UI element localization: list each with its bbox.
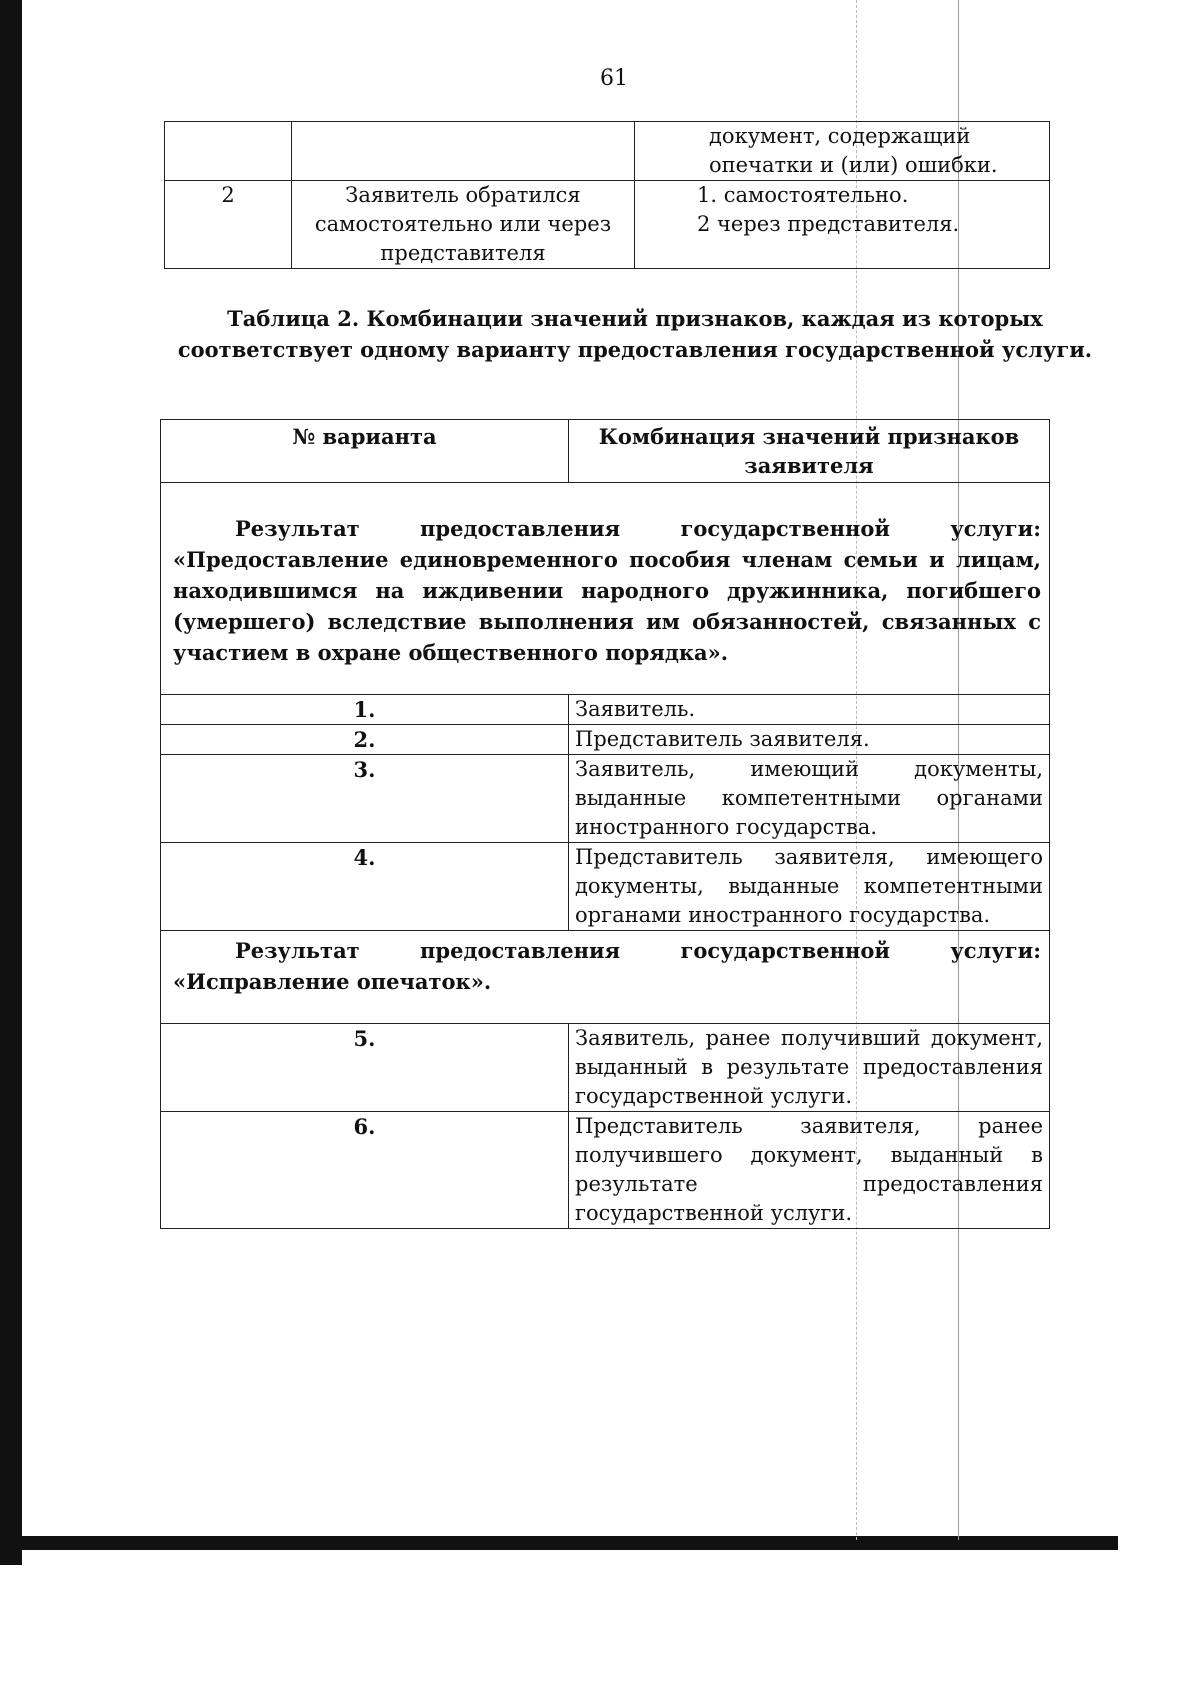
page-number: 61 bbox=[600, 66, 628, 91]
variant-number: 1. bbox=[161, 695, 569, 725]
result-row bbox=[161, 483, 1050, 695]
table-row bbox=[161, 755, 1050, 843]
value-line: документ, содержащий опечатки и (или) ошибки. bbox=[709, 124, 998, 177]
table-caption: Таблица 2. Комбинации значений признаков, каждая из которых соответствует одному варианту предоставления государственной услуги. bbox=[177, 306, 1093, 362]
scan-border-left bbox=[0, 0, 22, 1565]
value-line: 1. самостоятельно. bbox=[697, 183, 909, 207]
table-row bbox=[161, 843, 1050, 931]
result-row bbox=[161, 931, 1050, 1024]
table-cell-values bbox=[635, 122, 1050, 181]
variant-description: Заявитель, ранее получивший документ, выданный в результате предоставления государственной услуги. bbox=[569, 1024, 1050, 1112]
table-header-row bbox=[161, 420, 1050, 483]
table-cell-sign: Заявитель обратился самостоятельно или через представителя bbox=[292, 181, 635, 269]
variant-description: Представитель заявителя. bbox=[569, 725, 1050, 755]
variant-number: 3. bbox=[161, 755, 569, 843]
table-row bbox=[161, 725, 1050, 755]
service-result-text: Результат предоставления государственной услуги: «Предоставление единовременного пособия членам семьи и лицам, находившимся на иждивении народного дружинника, погибшего (умершего) вследствие выполнения им обязанностей, связанных с участием в охране общественного порядка». bbox=[173, 516, 1041, 665]
table-row bbox=[165, 122, 1050, 181]
variant-number: 2. bbox=[161, 725, 569, 755]
variant-number: 6. bbox=[161, 1112, 569, 1229]
variant-description: Представитель заявителя, имеющего документы, выданные компетентными органами иностранного государства. bbox=[569, 843, 1050, 931]
service-result bbox=[161, 483, 1050, 695]
table-row bbox=[161, 1024, 1050, 1112]
table-row bbox=[161, 695, 1050, 725]
column-header-combination: Комбинация значений признаков заявителя bbox=[569, 420, 1050, 483]
table-cell-values bbox=[635, 181, 1050, 269]
attribute-table bbox=[164, 121, 1050, 269]
table-row bbox=[161, 1112, 1050, 1229]
table-cell-sign bbox=[292, 122, 635, 181]
value-line: 2 через представителя. bbox=[697, 212, 960, 236]
service-result bbox=[161, 931, 1050, 1024]
variant-number: 5. bbox=[161, 1024, 569, 1112]
variant-number: 4. bbox=[161, 843, 569, 931]
table-cell-number bbox=[165, 122, 292, 181]
variants-table bbox=[160, 419, 1050, 1229]
table-row bbox=[165, 181, 1050, 269]
service-result-text: Результат предоставления государственной услуги: «Исправление опечаток». bbox=[173, 938, 1041, 994]
column-header-variant: № варианта bbox=[161, 420, 569, 483]
table-cell-number: 2 bbox=[165, 181, 292, 269]
variant-description: Представитель заявителя, ранее получившего документ, выданный в результате предоставления государственной услуги. bbox=[569, 1112, 1050, 1229]
variant-description: Заявитель. bbox=[569, 695, 1050, 725]
scan-border-bottom bbox=[22, 1536, 1118, 1550]
variant-description: Заявитель, имеющий документы, выданные компетентными органами иностранного государства. bbox=[569, 755, 1050, 843]
